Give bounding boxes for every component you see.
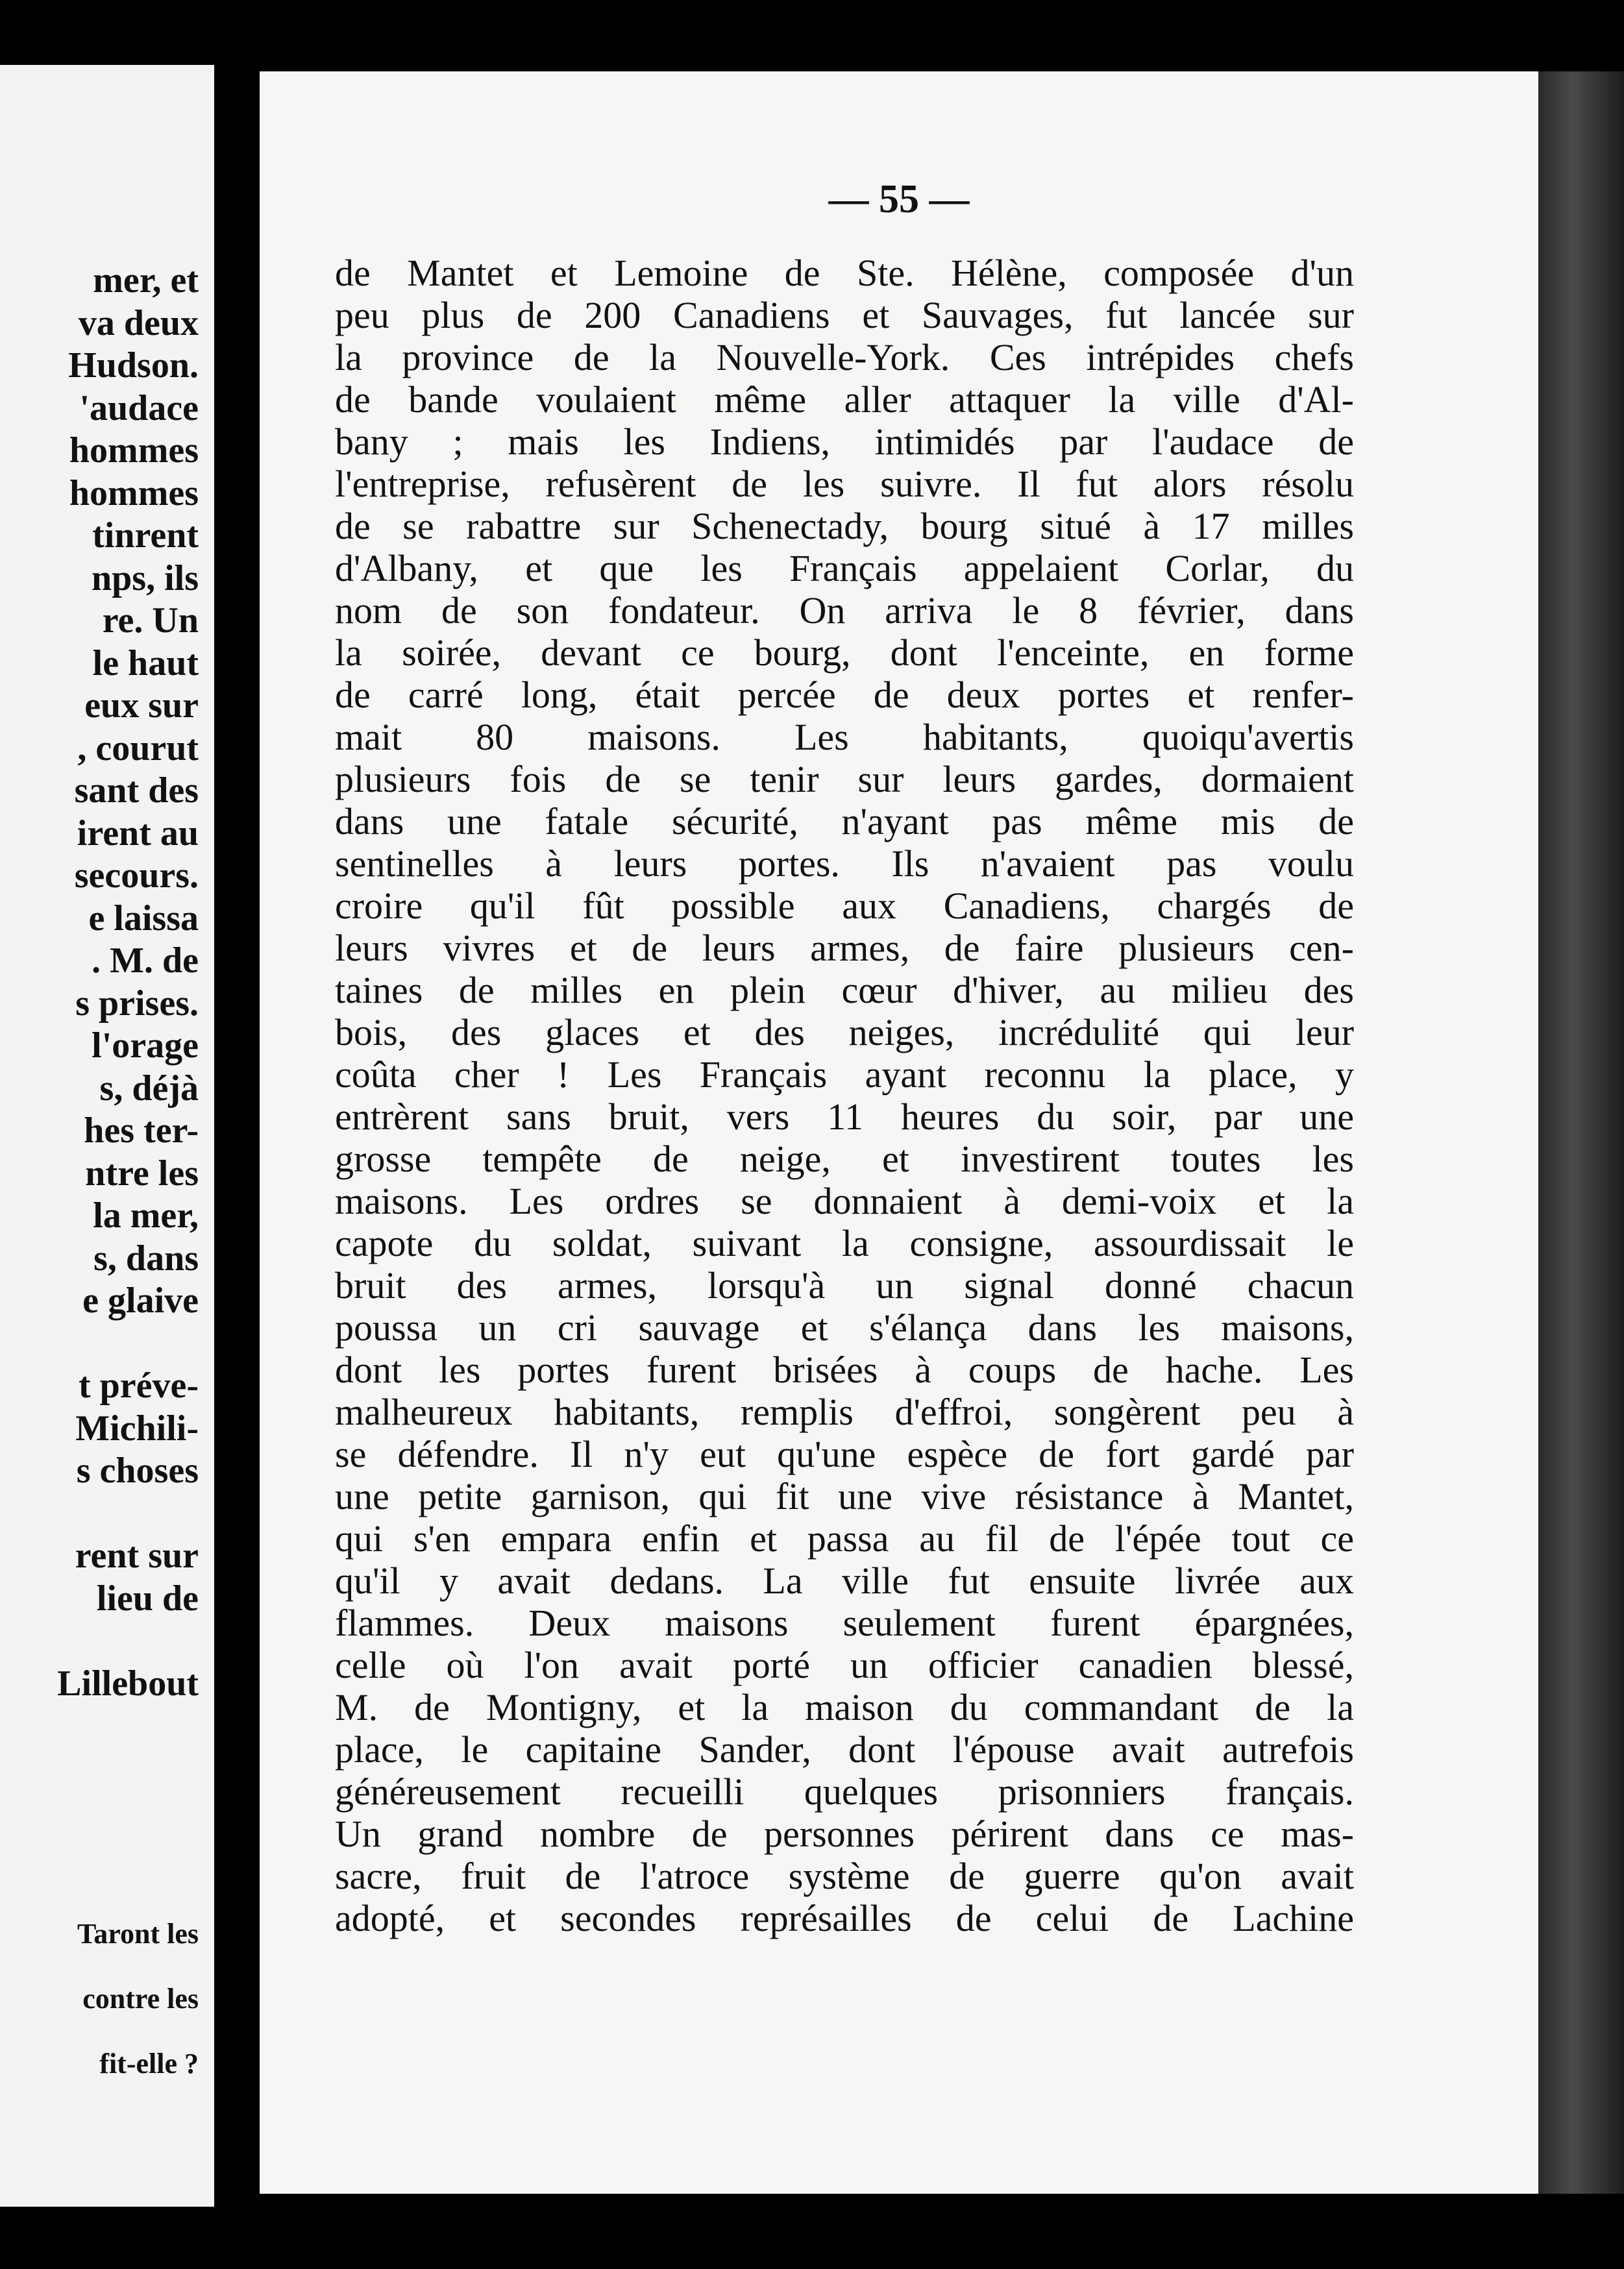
- page-number: — 55 —: [828, 177, 970, 221]
- text-line: peu plus de 200 Canadiens et Sauvages, fut lancée sur: [335, 294, 1354, 336]
- text-line: coûta cher ! Les Français ayant reconnu la place, y: [335, 1053, 1354, 1096]
- left-page-line: rent sur: [75, 1536, 199, 1576]
- text-line: la soirée, devant ce bourg, dont l'enceinte, en forme: [335, 632, 1354, 674]
- text-line: bruit des armes, lorsqu'à un signal donné chacun: [335, 1264, 1354, 1306]
- left-page-footnotes: [77, 1902, 199, 2096]
- left-page-footnote-line: Taront les: [77, 1918, 199, 1950]
- left-page-footnote-line: fit-elle ?: [99, 2048, 199, 2079]
- right-page: [260, 71, 1538, 2194]
- left-page-line: Lillebout: [57, 1663, 199, 1704]
- text-line: se défendre. Il n'y eut qu'une espèce de fort gardé par: [335, 1433, 1354, 1475]
- left-page-line: s, dans: [93, 1238, 199, 1279]
- left-page-line: eux sur: [84, 685, 199, 726]
- left-page-line: irent au: [77, 813, 199, 853]
- left-page-text: [57, 260, 199, 1705]
- text-line: de bande voulaient même aller attaquer la ville d'Al-: [335, 378, 1354, 421]
- text-line: M. de Montigny, et la maison du commandant de la: [335, 1686, 1354, 1728]
- body-text: [335, 252, 1538, 1939]
- text-line: qu'il y avait dedans. La ville fut ensuite livrée aux: [335, 1560, 1354, 1602]
- book-edge: [1538, 71, 1624, 2194]
- left-page-line: [57, 1620, 199, 1663]
- left-page-line: ntre les: [85, 1153, 199, 1194]
- text-line: la province de la Nouvelle-York. Ces intrépides chefs: [335, 336, 1354, 378]
- left-page-line: , courut: [77, 728, 199, 768]
- text-line: de carré long, était percée de deux portes et renfer-: [335, 674, 1354, 716]
- text-line: nom de son fondateur. On arriva le 8 février, dans: [335, 589, 1354, 632]
- left-page-line: s prises.: [75, 983, 199, 1024]
- left-page-line: 'audace: [79, 387, 199, 428]
- text-line: mait 80 maisons. Les habitants, quoiqu'avertis: [335, 716, 1354, 758]
- left-page-footnote-line: contre les: [82, 1983, 199, 2015]
- text-line: l'entreprise, refusèrent de les suivre. Il fut alors résolu: [335, 463, 1354, 505]
- text-line: celle où l'on avait porté un officier canadien blessé,: [335, 1644, 1354, 1686]
- text-line: Un grand nombre de personnes périrent dans ce mas-: [335, 1813, 1354, 1855]
- left-page-line: e laissa: [88, 898, 199, 938]
- left-page-line: hommes: [69, 430, 199, 471]
- left-page-line: mer, et: [93, 260, 199, 300]
- text-line: flammes. Deux maisons seulement furent épargnées,: [335, 1602, 1354, 1644]
- left-page-line: tinrent: [92, 515, 199, 556]
- text-line: une petite garnison, qui fit une vive résistance à Mantet,: [335, 1475, 1354, 1517]
- text-line: dont les portes furent brisées à coups de hache. Les: [335, 1349, 1354, 1391]
- left-page-line: le haut: [92, 643, 199, 683]
- left-page-line: secours.: [74, 855, 199, 896]
- text-line: qui s'en empara enfin et passa au fil de l'épée tout ce: [335, 1517, 1354, 1560]
- text-line: malheureux habitants, remplis d'effroi, songèrent peu à: [335, 1391, 1354, 1433]
- text-line: de se rabattre sur Schenectady, bourg situé à 17 milles: [335, 505, 1354, 547]
- text-line: dans une fatale sécurité, n'ayant pas même mis de: [335, 800, 1354, 842]
- left-page-line: s choses: [76, 1451, 199, 1491]
- left-page-line: va deux: [78, 302, 199, 343]
- left-page-line: sant des: [74, 770, 199, 811]
- left-page-line: re. Un: [102, 600, 199, 641]
- left-page-line: e glaive: [82, 1281, 199, 1321]
- text-line: grosse tempête de neige, et investirent toutes les: [335, 1138, 1354, 1180]
- left-page-line: nps, ils: [92, 558, 199, 598]
- text-line: place, le capitaine Sander, dont l'épouse avait autrefois: [335, 1728, 1354, 1771]
- text-line: capote du soldat, suivant la consigne, assourdissait le: [335, 1222, 1354, 1264]
- text-line: taines de milles en plein cœur d'hiver, au milieu des: [335, 969, 1354, 1011]
- text-line: maisons. Les ordres se donnaient à demi-voix et la: [335, 1180, 1354, 1222]
- left-page-line: Michili-: [75, 1408, 199, 1449]
- text-line: sacre, fruit de l'atroce système de guerre qu'on avait: [335, 1855, 1354, 1897]
- left-page-line: la mer,: [93, 1196, 199, 1236]
- book-gutter: [214, 52, 260, 2220]
- text-line: poussa un cri sauvage et s'élança dans les maisons,: [335, 1306, 1354, 1349]
- left-page-line: hommes: [69, 472, 199, 513]
- left-page-line: l'orage: [92, 1025, 199, 1066]
- left-page-line: . M. de: [92, 940, 199, 981]
- text-line: bois, des glaces et des neiges, incrédulité qui leur: [335, 1011, 1354, 1053]
- left-page-line: lieu de: [96, 1578, 199, 1619]
- text-line: adopté, et secondes représailles de celui de Lachine: [335, 1897, 1354, 1939]
- left-page-line: [57, 1493, 199, 1536]
- left-page-line: Hudson.: [68, 345, 199, 386]
- left-page-line: hes ter-: [84, 1110, 199, 1151]
- left-page-fragment: [0, 65, 214, 2207]
- text-line: d'Albany, et que les Français appelaient Corlar, du: [335, 547, 1354, 589]
- text-line: plusieurs fois de se tenir sur leurs gardes, dormaient: [335, 758, 1354, 800]
- left-page-line: [57, 1323, 199, 1366]
- text-line: croire qu'il fût possible aux Canadiens, chargés de: [335, 885, 1354, 927]
- left-page-line: t préve-: [78, 1366, 199, 1406]
- text-line: de Mantet et Lemoine de Ste. Hélène, composée d'un: [335, 252, 1354, 294]
- text-line: leurs vivres et de leurs armes, de faire plusieurs cen-: [335, 927, 1354, 969]
- text-line: bany ; mais les Indiens, intimidés par l'audace de: [335, 421, 1354, 463]
- text-line: généreusement recueilli quelques prisonniers français.: [335, 1771, 1354, 1813]
- text-line: sentinelles à leurs portes. Ils n'avaient pas voulu: [335, 842, 1354, 885]
- left-page-line: s, déjà: [99, 1068, 199, 1109]
- text-line: entrèrent sans bruit, vers 11 heures du soir, par une: [335, 1096, 1354, 1138]
